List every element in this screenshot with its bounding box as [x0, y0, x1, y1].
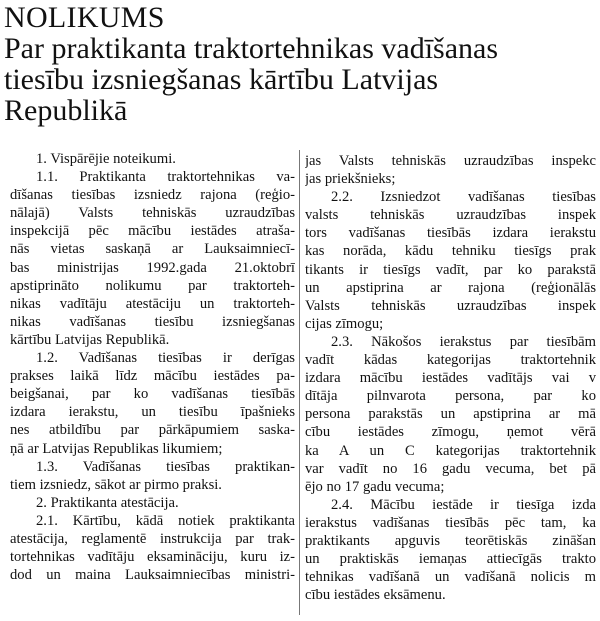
text-line: cību iestādes zīmogu, ņemot vērā — [305, 424, 596, 441]
text-line: 1.1. Praktikanta traktortehnikas va- — [36, 169, 295, 186]
text-line: jas priekšnieks; — [305, 171, 396, 188]
text-line: cību iestādes eksāmenu. — [305, 587, 446, 604]
text-line: cijas zīmogu; — [305, 315, 384, 332]
text-line: var vadīt no 16 gadu vecuma, bet pā — [305, 460, 596, 477]
right-text-column — [305, 152, 596, 604]
text-line: praktikants apguvis teorētiskās zināšan — [305, 532, 596, 549]
text-line: nās vietas saskaņā ar Lauksaimniecī- — [10, 241, 295, 258]
text-line: vadīt kādas kategorijas traktortehnik — [305, 352, 596, 369]
text-line: Valsts tehniskās uzraudzības inspek — [305, 297, 596, 314]
document-subtitle-line: tiesību izsniegšanas kārtību Latvijas — [4, 63, 439, 96]
text-line: ka A un C kategorijas traktortehnik — [305, 442, 596, 459]
text-line: atestācija, reglamentē instrukcija par trak- — [10, 530, 295, 547]
text-line: 2. Praktikanta atestācija. — [36, 494, 179, 511]
document-subtitle-line: Republikā — [4, 94, 128, 127]
text-line: un praktiskās iemaņas attiecīgās trakto — [305, 551, 596, 568]
text-line: 1. Vispārējie noteikumi. — [36, 151, 176, 167]
text-line: dīšanas tiesības izsniedz rajona (reģio- — [10, 187, 295, 204]
text-line: beigšanai, par ko vadīšanas tiesībās — [10, 386, 295, 403]
text-line: tortehnikas vadītāju eksamināciju, kuru iz- — [10, 549, 295, 566]
text-line: kas norāda, kādu tehniku tiesīgs prak — [305, 243, 596, 260]
text-line: 2.3. Nākošos ierakstus par tiesībām — [331, 333, 596, 350]
document-title: NOLIKUMS — [4, 1, 165, 34]
text-line: persona parakstās un apstiprina ar mā — [305, 406, 596, 423]
text-line: dītāja pilnvarota persona, par ko — [305, 388, 596, 405]
regulation-heading — [4, 2, 596, 126]
text-line: ņā ar Latvijas Republikas likumiem; — [10, 440, 223, 457]
left-text-column — [10, 150, 295, 584]
text-line: tiem izsniedz, sākot ar pirmo praksi. — [10, 476, 222, 493]
text-line: 2.2. Izsniedzot vadīšanas tiesības — [331, 189, 596, 206]
text-line: nikas vadīšanas tiesību izsniegšanas — [10, 313, 295, 330]
text-line: inspekcijā pēc mācību iestādes atraša- — [10, 223, 295, 240]
text-line: 2.1. Kārtību, kādā notiek praktikanta — [36, 512, 295, 529]
text-line: valsts tehniskās uzraudzības inspek — [305, 207, 596, 224]
document-subtitle-line: Par praktikanta traktortehnikas vadīšanas — [4, 32, 499, 65]
text-line: dod un maina Lauksaimniecības ministri- — [10, 567, 295, 584]
text-line: nālajā) Valsts tehniskās uzraudzības — [10, 205, 295, 222]
text-line: nikas vadītāju atestāciju un traktorteh- — [10, 295, 295, 312]
text-line: bas ministrijas 1992.gada 21.oktobrī — [10, 259, 295, 276]
text-line: ējo no 17 gadu vecuma; — [305, 478, 445, 495]
text-line: un apstiprina ar rajona (reģionālās — [305, 279, 596, 296]
text-line: izdara mācību iestādes vadītājs vai v — [305, 370, 596, 387]
text-line: prakses laikā līdz mācību iestādes pa- — [10, 368, 295, 385]
text-line: jas Valsts tehniskās uzraudzības inspekc — [305, 153, 596, 169]
text-line: 1.2. Vadīšanas tiesības ir derīgas — [36, 350, 295, 367]
text-line: apstiprināto nolikumu par traktorteh- — [10, 277, 295, 294]
column-divider — [299, 150, 300, 615]
text-line: nes atbildību par pārkāpumiem saska- — [10, 422, 295, 439]
text-line: ierakstus vadīšanas tiesībās pēc tam, ka — [305, 514, 596, 531]
text-line: tors vadīšanas tiesībās izdara ierakstu — [305, 225, 596, 242]
text-line: 2.4. Mācību iestāde ir tiesīga izda — [331, 496, 596, 513]
text-line: izdara ierakstu, un tiesību īpašnieks — [10, 404, 295, 421]
text-line: tehnikas vadīšanā un vadīšanā nolicis m — [305, 569, 596, 586]
text-line: kārtību Latvijas Republikā. — [10, 331, 170, 348]
text-line: 1.3. Vadīšanas tiesības praktikan- — [36, 458, 295, 475]
text-line: tikants ir tiesīgs vadīt, par ko parakstā — [305, 261, 596, 278]
